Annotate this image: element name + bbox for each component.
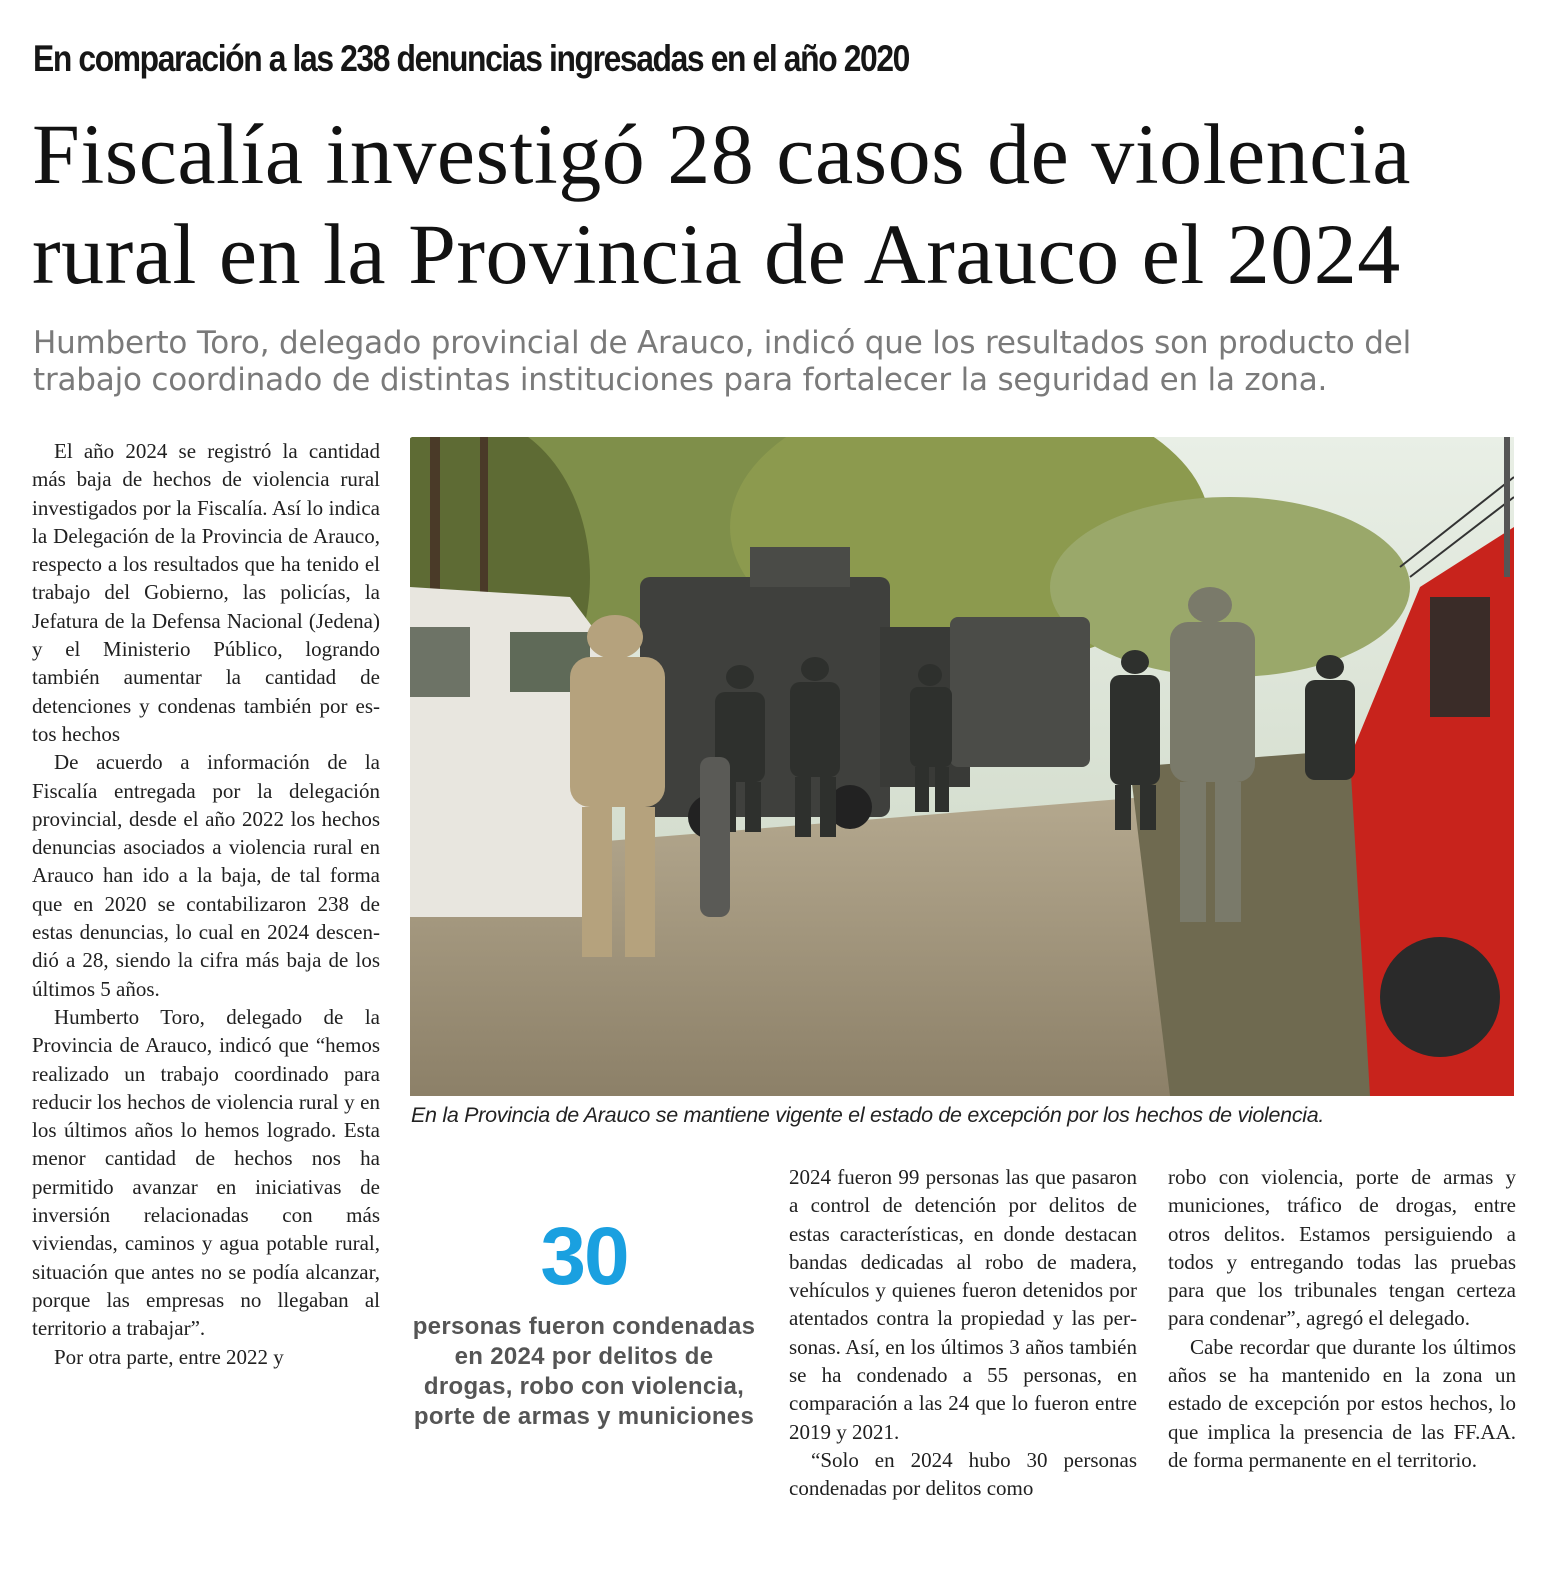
photo-icon <box>410 437 1514 1096</box>
headline-line-2: rural en la Provincia de Arauco el 2024 <box>32 206 1401 302</box>
deck-line-1: Humberto Toro, delegado provincial de Arauco, indicó que los resultados son producto del <box>33 325 1411 361</box>
body-paragraph-2: De acuerdo a información de la Fiscalía entregada por la delegación provincial, desde el año 2022 los hechos denuncias asociados a violencia rural en Arauco han ido a la baja, de tal forma que en 2020 se contabilizaron 238 de estas denuncias, lo cual en 2024 descendió a 28, siendo la cifra más baja de los últimos 5 años. <box>32 750 380 1001</box>
body-paragraph-6: “Solo en 2024 hubo 30 personas condenadas por delitos como <box>789 1447 1137 1501</box>
article-headline <box>32 104 1532 304</box>
article-kicker: En comparación a las 238 denuncias ingresadas en el año 2020 <box>33 38 910 79</box>
article-photo <box>410 437 1514 1096</box>
photo-caption: En la Provincia de Arauco se mantiene vigente el estado de excepción por los hechos de violencia. <box>411 1103 1325 1127</box>
headline-line-1: Fiscalía investigó 28 casos de violencia <box>32 106 1411 202</box>
body-paragraph-5: 2024 fueron 99 personas las que pasaron a control de detención por delitos de estas características, en donde destacan bandas dedicadas al robo de madera, vehículos y quienes fueron detenidos por atentados contra la propiedad y las personas. Así, en los últimos 3 años también se ha condenado a 55 personas, en comparación a las 24 que lo fueron entre 2019 y 2021. <box>789 1165 1137 1444</box>
body-paragraph-1: El año 2024 se registró la cantidad más baja de hechos de violencia rural investigados por la Fiscalía. Así lo indica la Delegación de la Provincia de Arauco, respecto a los resultados que ha tenido el trabajo del Gobierno, las policías, la Jefatura de la Defensa Nacional (Jedena) y el Ministerio Público, logrando también aumentar la cantidad de detenciones y condenas también por estos hechos <box>32 439 380 746</box>
deck-line-2: trabajo coordinado de distintas instituciones para fortalecer la seguridad en la zona. <box>33 362 1328 398</box>
body-column-3 <box>789 1163 1137 1503</box>
body-paragraph-4: Por otra parte, entre 2022 y <box>54 1344 284 1369</box>
article-deck <box>33 325 1523 399</box>
stat-callout <box>408 1212 760 1432</box>
body-paragraph-7: robo con violencia, porte de armas y municiones, tráfico de drogas, entre otros delitos. Estamos persiguiendo a todos y entregando todas las pruebas para que los tribunales tengan certeza para condenar”, agregó el delegado. <box>1168 1165 1516 1331</box>
body-paragraph-3: Humberto Toro, delegado de la Provincia de Arauco, indicó que “hemos realizado un trabajo coordinado para reducir los hechos de violencia rural y en los últimos años lo hemos logrado. Esta menor cantidad de hechos nos ha permitido avanzar en iniciativas de inversión relacionadas con más viviendas, caminos y agua potable rural, situación que antes no se podía alcanzar, porque las empresas no llegaban al territorio a trabajar”. <box>32 1004 380 1341</box>
stat-text: personas fueron condenadas en 2024 por delitos de drogas, robo con violencia, porte de armas y municiones <box>412 1313 756 1430</box>
body-paragraph-8: Cabe recordar que durante los últimos años se ha mantenido en la zona un estado de excepción por estos hechos, lo que implica la presencia de las FF.AA. de forma permanente en el territorio. <box>1168 1334 1516 1472</box>
body-column-4 <box>1168 1163 1516 1474</box>
body-column-1 <box>32 437 380 1371</box>
stat-number: 30 <box>540 1211 628 1302</box>
